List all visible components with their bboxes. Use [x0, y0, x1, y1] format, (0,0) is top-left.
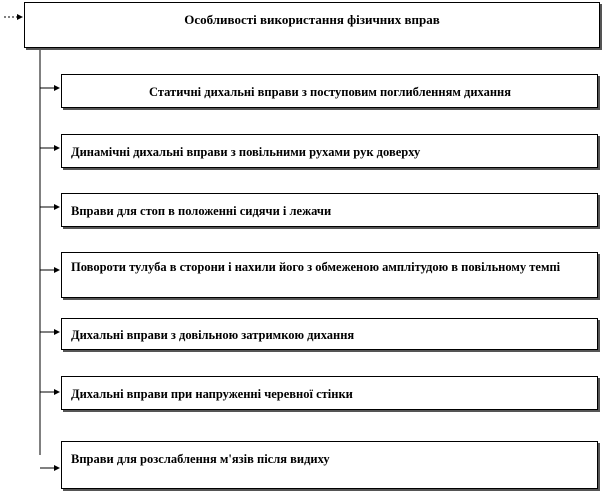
exercise-label-6: Дихальні вправи при напруженні черевної стінки [71, 387, 353, 401]
exercise-box-7 [61, 441, 598, 489]
exercise-box-5 [61, 318, 598, 350]
root-concept-box [24, 2, 600, 48]
exercise-label-5: Дихальні вправи з довільною затримкою дихання [71, 328, 355, 342]
exercise-box-1 [61, 74, 598, 108]
exercise-label-3: Вправи для стоп в положенні сидячи і лежачи [71, 204, 332, 218]
exercise-box-3 [61, 193, 598, 227]
exercise-label-1: Статичні дихальні вправи з поступовим поглибленням дихання [148, 85, 512, 99]
exercise-box-4 [61, 252, 598, 298]
branch-arrows [40, 88, 59, 468]
exercise-label-7: Вправи для розслаблення м'язів після видиху [71, 452, 330, 466]
exercise-box-2 [61, 134, 598, 168]
exercise-label-2: Динамічні дихальні вправи з повільними рухами рук доверху [71, 145, 421, 159]
exercise-box-6 [61, 376, 598, 410]
root-concept-label: Особливості використання фізичних вправ [184, 12, 440, 27]
exercise-label-4: Повороти тулуба в сторони і нахили його з обмеженою амплітудою в повільному темпі [71, 260, 561, 274]
